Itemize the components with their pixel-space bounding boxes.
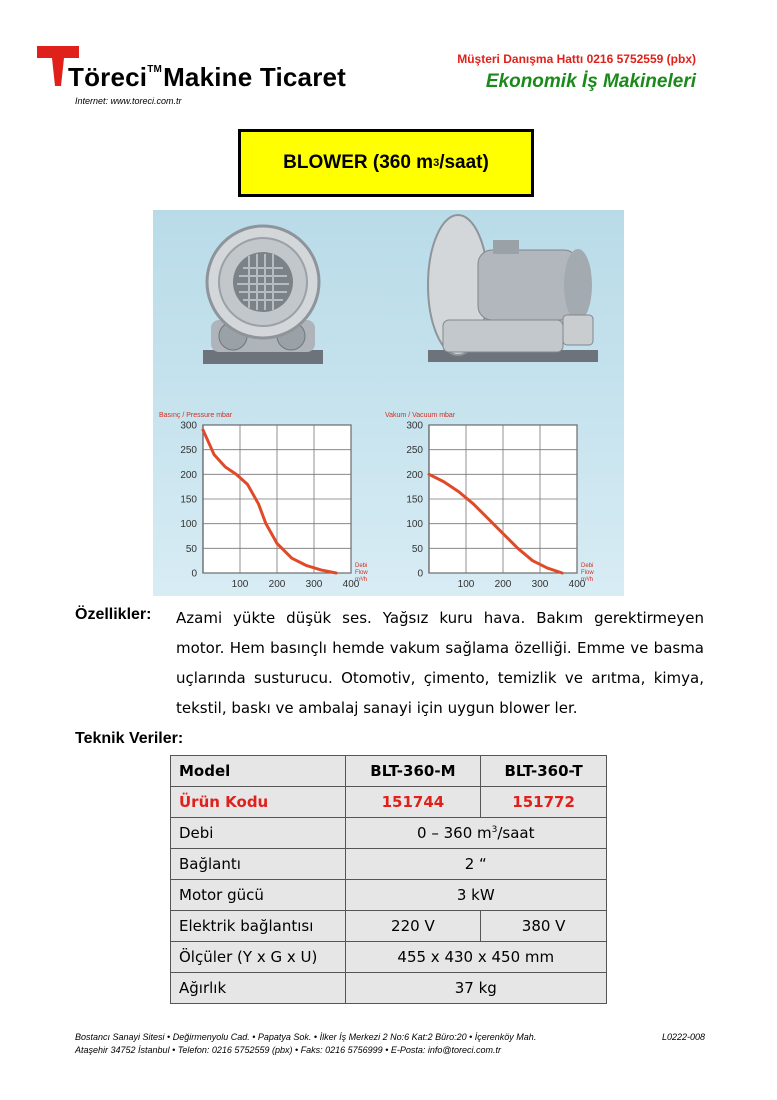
x-axis-label-line: m³/h [581, 577, 593, 583]
x-tick-label: 200 [268, 579, 286, 590]
y-tick-label: 50 [185, 543, 197, 555]
x-axis-label [581, 563, 594, 583]
y-tick-label: 200 [180, 469, 197, 481]
dimensions-label: Ölçüler (Y x G x U) [171, 942, 346, 973]
y-tick-label: 100 [406, 519, 423, 531]
flow-value-suffix: /saat [497, 824, 535, 842]
spec-table [170, 755, 607, 1004]
chart-title: Vakum / Vacuum mbar [385, 412, 456, 419]
table-row [171, 818, 607, 849]
product-code-t: 151772 [481, 787, 607, 818]
y-tick-label: 150 [406, 494, 423, 506]
blower-side-view-image [428, 215, 598, 362]
product-title-box [238, 129, 534, 197]
company-slogan: Ekonomik İş Makineleri [485, 71, 696, 92]
document-code: L0222-008 [661, 1032, 705, 1042]
x-tick-label: 200 [494, 579, 512, 590]
y-tick-label: 250 [406, 445, 423, 457]
x-tick-label: 100 [457, 579, 475, 590]
footer-address-line-2: Ataşehir 34752 İstanbul • Telefon: 0216 5752559 (pbx) • Faks: 0216 5756999 • E-Posta: info@toreci.com.tr [75, 1045, 502, 1055]
customer-hotline: Müşteri Danışma Hattı 0216 5752559 (pbx) [457, 52, 696, 66]
electric-connection-label: Elektrik bağlantısı [171, 911, 346, 942]
y-tick-label: 0 [417, 568, 423, 580]
product-image-panel [153, 210, 624, 596]
flow-value-prefix: 0 – 360 m [417, 824, 492, 842]
motor-power-label: Motor gücü [171, 880, 346, 911]
x-axis-label [355, 563, 368, 583]
table-row [171, 849, 607, 880]
table-row [171, 942, 607, 973]
y-tick-label: 300 [180, 420, 197, 432]
y-tick-label: 300 [406, 420, 423, 432]
title-superscript: 3 [433, 157, 440, 169]
table-row [171, 756, 607, 787]
table-row [171, 787, 607, 818]
footer [75, 1031, 705, 1057]
electric-value-m: 220 V [345, 911, 481, 942]
table-row [171, 973, 607, 1004]
x-axis-label-line: Flow [581, 570, 594, 576]
blower-front-view-image [203, 226, 323, 364]
y-tick-label: 100 [180, 519, 197, 531]
company-name [68, 62, 346, 93]
features-label: Özellikler: [75, 606, 152, 623]
y-tick-label: 0 [191, 568, 197, 580]
website-link[interactable]: Internet: www.toreci.com.tr [75, 96, 182, 106]
table-row [171, 880, 607, 911]
title-prefix: BLOWER (360 m [283, 152, 434, 173]
x-tick-label: 300 [305, 579, 323, 590]
y-tick-label: 250 [180, 445, 197, 457]
x-axis-label-line: Flow [355, 570, 368, 576]
x-tick-label: 400 [342, 579, 360, 590]
footer-address-line-1: Bostancı Sanayi Sitesi • Değirmenyolu Cad. • Papatya Sok. • İlker İş Merkezi 2 No:6 Kat:2 Büro:20 • İçerenköy Mah. [75, 1032, 537, 1042]
brand-suffix: Makine Ticaret [163, 62, 347, 92]
x-axis-label-line: Debi [581, 563, 594, 569]
trademark-symbol: TM [147, 64, 163, 75]
product-code-label: Ürün Kodu [171, 787, 346, 818]
product-code-m: 151744 [345, 787, 481, 818]
brand-name: Töreci [68, 62, 148, 92]
vacuum-chart [385, 412, 594, 590]
title-suffix: /saat) [439, 152, 489, 173]
x-tick-label: 300 [531, 579, 549, 590]
tech-data-heading: Teknik Veriler: [75, 730, 184, 747]
flow-value [345, 818, 606, 849]
model-t: BLT-360-T [481, 756, 607, 787]
model-label: Model [171, 756, 346, 787]
product-illustration [153, 210, 624, 596]
flow-label: Debi [171, 818, 346, 849]
weight-label: Ağırlık [171, 973, 346, 1004]
x-tick-label: 100 [231, 579, 249, 590]
model-m: BLT-360-M [345, 756, 481, 787]
pressure-chart [159, 412, 368, 590]
table-row [171, 911, 607, 942]
y-tick-label: 50 [411, 543, 423, 555]
x-axis-label-line: Debi [355, 563, 368, 569]
chart-title: Basınç / Pressure mbar [159, 412, 233, 419]
y-tick-label: 200 [406, 469, 423, 481]
x-axis-label-line: m³/h [355, 577, 367, 583]
features-text: Azami yükte düşük ses. Yağsız kuru hava. Bakım gerektirmeyen motor. Hem basınçlı hemde vakum sağlama özelliği. Emme ve basma uçlarında susturucu. Otomotiv, çimento, temizlik ve arıtma, kimya, tekstil, baskı ve ambalaj sanayi için uygun blower ler. [176, 609, 704, 717]
y-tick-label: 150 [180, 494, 197, 506]
weight-value: 37 kg [345, 973, 606, 1004]
dimensions-value: 455 x 430 x 450 mm [345, 942, 606, 973]
connection-value: 2 “ [345, 849, 606, 880]
flow-value-superscript: 3 [491, 825, 498, 835]
connection-label: Bağlantı [171, 849, 346, 880]
x-tick-label: 400 [568, 579, 586, 590]
motor-power-value: 3 kW [345, 880, 606, 911]
electric-value-t: 380 V [481, 911, 607, 942]
